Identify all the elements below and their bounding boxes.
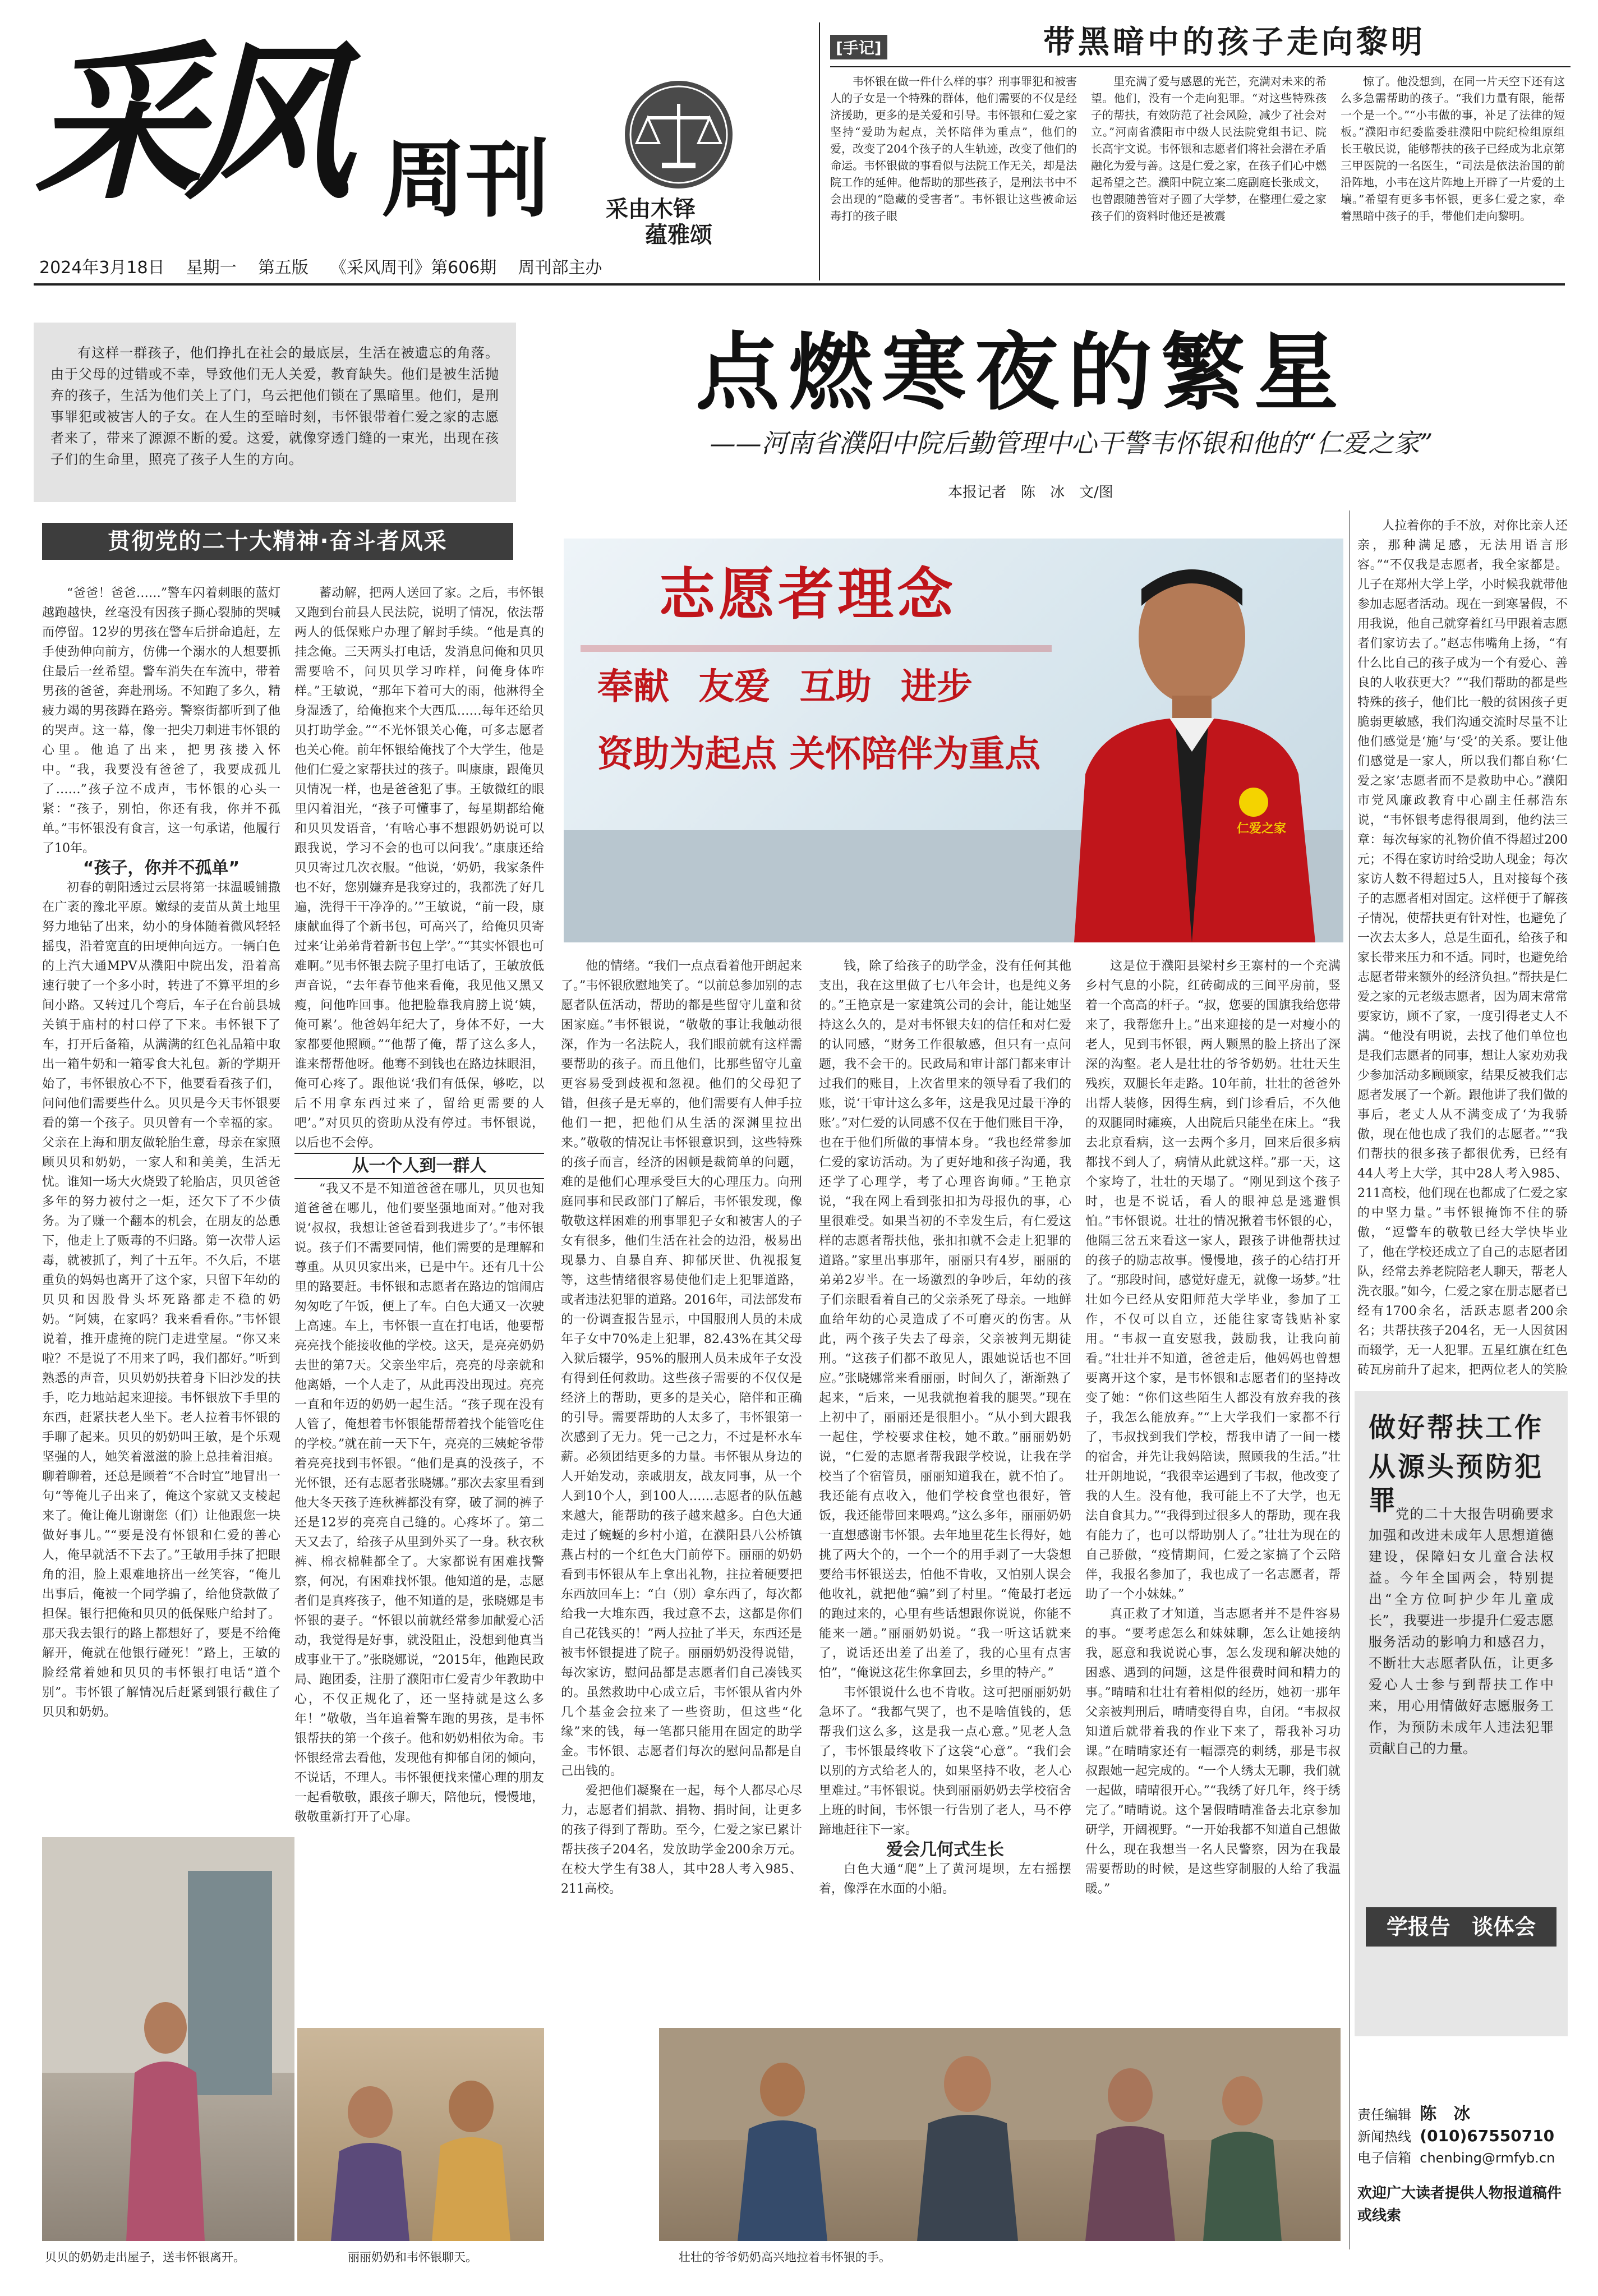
sidebar-box — [1355, 1391, 1568, 2036]
subhead-love-grows: 爱会几何式生长 — [886, 1840, 1004, 1860]
column-5-para-a: 这是位于濮阳县梁村乡王寨村的一个充满乡村气息的小院，红砖砌成的三间平房前，竖着一个高高的杆子。“叔，您要的国旗我给您带来了，我帮您升上。”出来迎接的是一对瘦小的老人，见到韦怀银，两人颗黑的脸上挤出了深深的沟壑。老人是壮壮的爷爷奶奶。壮壮天生残疾，双腿长年走路。10年前，壮壮的爸爸外出帮人装修，因得生病，到门诊看后，不久他的双腿同时瘫痪，人出院后只能坐在床上。“我去北京看病，这一去两个多月，回来后很多病都找不到人了，病情从此就这样。”那一天，这个家垮了，壮壮的天塌了。“刚见到这个孩子时，也是不说话，看人的眼神总是逃避惧怕。”韦怀银说。壮壮的情况揪着韦怀银的心，他隔三岔五来看这一家人，跟孩子讲他帮扶过的孩子的励志故事。慢慢地，孩子的心结打开了。“那段时间，感觉好虚无，就像一场梦。”壮壮如今已经从安阳师范大学毕业，参加了工作，不仅可以自立，还能往家寄钱贴补家用。“韦叔一直安慰我，鼓励我，让我向前看。”壮壮并不知道，爸爸走后，他妈妈也曾想要离开这个家，是韦怀银和志愿者们的坚持改变了她：“你们这些陌生人都没有放弃我的孩子，我怎么能放弃。”“上大学我们一家都不行了，韦叔找到我们学校，帮我申请了一间一楼的宿舍，并先让我妈陪读，照顾我的生活。”壮壮开朗地说，“我很幸运遇到了韦叔，他改变了我的人生。没有他，我可能上不了大学，也无法自食其力。”“我得到过很多人的帮助，现在我有能力了，也可以帮助别人了。”壮壮为现在的自己骄傲，“疫情期间，仁爱之家搞了个云陪伴，我报名参加了，我也成了一名志愿者，帮助了一个小妹妹。” — [1085, 959, 1341, 1602]
issue-weekday: 星期一 — [186, 258, 237, 278]
column-4 — [819, 956, 1071, 2022]
banner-left: 贯彻党的二十大精神·奋斗者风采 — [42, 523, 513, 560]
column-5-para-b: 真正救了才知道，当志愿者并不是件容易的事。“要考虑怎么和妹妹聊，怎么让她接纳我，愿意和我说说心事，怎么发现和解决她的困惑、遇到的问题，这是件很费时间和精力的事。”晴晴和壮壮有着相似的经历，她初一那年父亲被判刑后，晴晴变得自卑，自闭。“韦叔叔知道后就带着我的作业下来了，帮我补习功课。”在晴晴家还有一幅漂亮的刺绣，那是韦叔叔跟她一起完成的。“一个人绣太无聊，我们就一起做，晴晴很开心。”“我绣了好几年，终于绣完了。”晴晴说。这个暑假晴晴准备去北京参加研学，开阔视野。“一开始我都不知道自己想做什么，现在我想当一名人民警察，因为在我最需要帮助的时候，是这些穿制服的人给了我温暖。” — [1085, 1607, 1341, 1896]
subhead-one-to-many: 从一个人到一群人 — [294, 1153, 544, 1179]
column-1-para-a: “爸爸！爸爸……”警车闪着刺眼的蓝灯越跑越快，丝毫没有因孩子撕心裂肺的哭喊而停留。12岁的男孩在警车后拼命追赶，左手使劲伸向前方，仿佛一个溺水的人想要抓住最后一丝希望。警车消失在车流中，带着男孩的爸爸，奔赴刑场。不知跑了多久，精疲力竭的男孩蹲在路旁。警察街都听到了他的哭声。这一幕，像一把尖刀刺进韦怀银的心里。他追了出来，把男孩搂入怀中。“我，我要没有爸爸了，我要成孤儿了……”孩子泣不成声，韦怀银的心头一紧：“孩子，别怕，你还有我，你并不孤单。”韦怀银没有食言，这一句承诺，他履行了10年。 — [42, 586, 280, 855]
column-4-para-b: 韦怀银说什么也不肯收。这可把丽丽奶奶急坏了。“我都气哭了，也不是啥值钱的，恁帮我们这么多，这是我一点心意。”见老人急了，韦怀银最终收下了这袋“心意”。“我们会以别的方式给老人的，如果坚持不收，老人心里难过。”韦怀银说。快到丽丽奶奶去学校宿舍上班的时间，韦怀银一行告别了老人，马不停蹄地赶往下一家。 — [819, 1686, 1071, 1837]
note-column-2 — [1091, 73, 1327, 278]
intro-text: 有这样一群孩子，他们挣扎在社会的最底层，生活在被遗忘的角落。由于父母的过错或不幸，导致他们无人关爱，教育缺失。他们是被生活抛弃的孩子，生活为他们关上了门，乌云把他们锁在了黑暗里。他们，是刑事罪犯或被害人的子女。在人生的至暗时刻，韦怀银带着仁爱之家的志愿者来了，带来了源源不断的爱。这爱，就像穿透门缝的一束光，出现在孩子们的生命里，照亮了孩子人生的方向。 — [50, 345, 499, 467]
credits-hotline-row — [1357, 2125, 1565, 2147]
column-2-para-b: “我又不是不知道爸爸在哪儿，贝贝也知道爸爸在哪儿，他们要坚强地面对。”他对我说‘叔叔，我想让爸爸看到我进步了’。”韦怀银说。孩子们不需要同情，他们需要的是理解和尊重。从贝贝家出来，已是中午。还有几十公里的路要赶。韦怀银和志愿者在路边的馆闹店匆匆吃了午饭，便上了车。白色大通又一次驶上高速。车上，韦怀银一直在打电话，他要帮亮亮找个能接收他的学校。这天，是亮亮奶奶去世的第7天。父亲坐牢后，亮亮的母亲就和他离婚，一个人走了，从此再没出现过。亮亮一直和年迈的奶奶一起生活。“孩子现在没有人管了，俺想着韦怀银能帮帮着找个能管吃住的学校。”就在前一天下午，亮亮的三姨蛇爷带着亮亮找到韦怀银。“他们是真的没孩子，不光怀银，还有志愿者张晓娜。”那次去家里看到他大冬天孩子连秋裤都没有穿，破了洞的裤子还是12岁的亮亮自己缝的。心疼坏了。第二天又去了，给孩子从里到外买了一身。秋衣秋裤、棉衣棉鞋都全了。大家都说有困难找警察，何况，有困难找怀银。他知道的是，志愿者们是真疼孩子，他不知道的是，张晓娜是韦怀银的妻子。“怀银以前就经常参加献爱心活动，我觉得是好事，就没阻止，没想到他真当成事业干了。”张晓娜说，“2015年，他跑民政局、跑团委，注册了濮阳市仁爱青少年教助中心，不仅正规化了，还一坚持就是这么多年！”敬敬，当年追着警车跑的男孩，是韦怀银帮扶的第一个孩子。他和奶奶相依为命。韦怀银经常去看他，发现他有抑郁自闭的倾向，不说话，不理人。韦怀银便找来懂心理的朋友一起看敬敬，跟孩子聊天，陪他玩，慢慢地，敬敬重新打开了心扉。 — [294, 1182, 544, 1824]
photo-lili-grandma — [297, 2028, 544, 2241]
caption-1: 贝贝的奶奶走出屋子，送韦怀银离开。 — [45, 2251, 245, 2264]
masthead-divider — [34, 283, 1565, 286]
photo-bebe-grandma — [42, 1837, 294, 2241]
column-2-para-a: 蓄动解，把两人送回了家。之后，韦怀银又跑到台前县人民法院，说明了情况，依法帮两人的低保账户办理了解封手续。“他是真的挂念俺。三天两头打电话，发消息问俺和贝贝需要啥不，问贝贝学习咋样，问俺身体咋样。”王敏说，“那年下着可大的雨，他淋得全身湿透了，给俺抱来个大西瓜……每年还给贝贝打助学金。”“不光怀银关心俺，可多志愿者也关心俺。前年怀银给俺找了个大学生，他是他们仁爱之家帮扶过的孩子。叫康康，跟俺贝贝情况一样，也是爸爸犯了事。王敏微红的眼里闪着泪光，“孩子可懂事了，每星期都给俺和贝贝发语音，‘有啥心事不想跟奶奶说可以跟我说，学习不会的也可以问我’。”康康还给贝贝寄过几次衣服。“他说，‘奶奶，我家条件也不好，您别嫌弃是我穿过的，我都洗了好几遍，洗得干干净净的。’”王敏说，“前一段，康康献血得了个新书包，可高兴了，给俺贝贝寄过来‘让弟弟背着新书包上学’。”“其实怀银也可难啊。”见韦怀银去院子里打电话了，王敏放低声音说，“去年春节他来看俺，我见他又黑又瘦，问他咋回事。他把脸靠我肩膀上说‘姨，俺可累’。他爸妈年纪大了，身体不好，一大家都要他照顾。”“他帮了俺，帮了这么多人，谁来帮帮他呀。他骞不到钱也在路边抹眼泪，俺可心疼了。跟他说‘我们有低保，够吃，以后不用拿东西过来了，留给更需要的人吧’。”对贝贝的资助从没有停过。韦怀银说，以后也不会停。 — [294, 586, 544, 1150]
note-tag: [手记] — [830, 35, 887, 59]
masthead — [34, 22, 707, 280]
sidebar-text: 党的二十大报告明确要求加强和改进未成年人思想道德建设，保障妇女儿童合法权益。今年全国两会，特别提出“全方位呵护少年儿童成长”，我要进一步提升仁爱志愿服务活动的影响力和感召力，不断壮大志愿者队伍，让更多爱心人士参与到帮扶工作中来，用心用情做好志愿服务工作，为预防未成年人违法犯罪贡献自己的力量。 — [1369, 1506, 1554, 1756]
credits-hotline: (010)67550710 — [1420, 2127, 1555, 2145]
issue-number: 《采风周刊》第606期 — [330, 258, 497, 278]
note-text-1: 韦怀银在做一件什么样的事？刑事罪犯和被害人的子女是一个特殊的群体，他们需要的不仅是经济援助，更多的是关爱和引导。韦怀银和仁爱之家坚持“爱助为起点，关怀陪伴为重点”，他们的爱，改变了204个孩子的人生轨迹，改变了他们的命运。韦怀银做的事看似与法院工作无关，却是法院工作的延伸。他帮助的那些孩子，是刑法书中不会出现的“隐藏的受害者”。韦怀银让这些被命运毒打的孩子眼 — [830, 75, 1077, 223]
sidebar-title-2: 从源头预防犯罪 — [1369, 1451, 1544, 1516]
photo-sign-line1: 奉献 友爱 互助 进步 — [597, 666, 973, 708]
person-figure — [1052, 539, 1343, 942]
scales-icon — [623, 79, 735, 191]
caption-3: 壮壮的爷爷奶奶高兴地拉着韦怀银的手。 — [679, 2251, 891, 2264]
headline-main: 点燃寒夜的繁星 — [696, 324, 1348, 422]
photo-sign-title: 志愿者理念 — [659, 562, 956, 627]
credits-welcome: 欢迎广大读者提供人物报道稿件或线索 — [1357, 2185, 1562, 2224]
handshake-figures — [704, 2050, 1298, 2241]
credits-editor-label: 责任编辑 — [1357, 2107, 1411, 2123]
column-3-para-b: 爱把他们凝聚在一起，每个人都尽心尽力，志愿者们捐款、捐物、捐时间，让更多的孩子得到了帮助。至今，仁爱之家已累计帮扶孩子204名，发放助学金200余万元。在校大学生有38人，其中28人考入985、211高校。 — [561, 1784, 802, 1896]
masthead-logo — [623, 79, 735, 191]
issue-date: 2024年3月18日 — [39, 258, 165, 278]
column-4-para-c: 白色大通“爬”上了黄河堤坝，左右摇摆着，像浮在水面的小船。 — [819, 1862, 1071, 1896]
intro-text-wrap — [50, 342, 499, 494]
column-6-para-a: 人拉着你的手不放，对你比亲人还亲，那种满足感，无法用语言形容。”“不仅我是志愿者，我全家都是。儿子在郑州大学上学，小时候我就带他参加志愿者活动。现在一到寒暑假，不用我说，他自己就穿着红马甲跟着志愿者们家访去了。”赵志伟嘴角上扬，“有什么比自己的孩子成为一个有爱心、善良的人收获更大？”“我们帮助的都是些特殊的孩子，他们比一般的贫困孩子更脆弱更敏感，我们沟通交流时尽量不让他们感觉是‘施’与‘受’的关系。要让他们感觉是一家人，所以我们都自称‘仁爱之家’志愿者而不是救助中心。”濮阳市党风廉政教育中心副主任郝浩东说，“韦怀银考虑得很周到，他约法三章：每次每家的礼物价值不得超过200元；不得在家访时给受助人现金；每次家访人数不得超过5人，且对接每个孩子的志愿者相对固定。这样便于了解孩子情况，使帮扶更有针对性，也避免了一次去太多人，总是生面孔，给孩子和家长带来压力和不适。同时，也避免给志愿者带来额外的经济负担。”帮扶是仁爱之家的元老级志愿者，因为周末常常要家访，顾不了家，一度引得老丈人不满。“他没有明说，去找了他们单位也是我们志愿者的同事，想让人家劝劝我少参加活动多顾顾家，结果反被我们志愿者发展了一个新。跟他讲了我们做的事后，老丈人从不满变成了‘为我骄傲，现在他也成了我们的志愿者。”“我们帮扶的很多孩子都很优秀，已经有44人考上大学，其中28人考入985、211高校，他们现在也都成了仁爱之家的中坚力量。”韦怀银掩饰不住的骄傲，“逗警车的敬敬已经大学快毕业了，他在学校还成立了自己的志愿者团队，经常去养老院陪老人聊天，帮老人洗衣服。”如今，仁爱之家在册志愿者已经有1700余名，活跃志愿者200余名；共帮扶孩子204名，无一人因贫困而辍学，无一人犯罪。五星红旗在红色砖瓦房前升了起来，把两位老人的笑脸 — [1357, 519, 1568, 1377]
column-3-para-a: 他的情绪。“我们一点点看着他开朗起来了。”韦怀银欣慰地笑了。“以前总参加别的志愿者队伍活动，帮助的都是些留守儿童和贫困家庭。”韦怀银说，“敬敬的事让我触动很深，作为一名法院人，我们眼前就有这样需要帮助的孩子。而且他们，比那些留守儿童更容易受到歧视和忽视。他们的父母犯了错，但孩子是无辜的，他们需要有人伸手拉他们一把，把他们从生活的深渊里拉出来。”敬敬的情况让韦怀银意识到，这些特殊的孩子而言，经济的困顿是裁简单的问题，难的是他们心理承受巨大的心理压力。向刑庭同事和民政部门了解后，韦怀银发现，像敬敬这样困难的刑事罪犯子女和被害人的子女有很多，他们生活在社会的边沿，极易出现暴力、自暴自弃、抑郁厌世、仇视报复等，这些情绪很容易使他们走上犯罪道路，或者违法犯罪的道路。2016年，司法部发布的一份调查报告显示，中国服刑人员的未成年子女中70%走上犯罪，82.43%在其父母入狱后辍学，95%的服刑人员未成年子女没有得到任何救助。这些孩子需要的不仅仅是经济上的帮助，更多的是关心，陪伴和正确的引导。需要帮助的人太多了，韦怀银第一次感到了无力。凭一己之力，不过是杯水车薪。必须团结更多的力量。韦怀银从身边的人开始发动，亲戚朋友，战友同事，从一个人到10个人，到100人……志愿者的队伍越来越大，能帮助的孩子越来越多。白色大通走过了蜿蜒的乡村小道，在濮阳县八公桥镇燕占村的一个红色大门前停下。丽丽的奶奶看到韦怀银从车上拿出礼物，拄拉着硬要把东西放回车上：“白（别）拿东西了，每次都给我一大堆东西，我过意不去，这都是你们自己花钱买的！”两人拉扯了半天，东西还是被韦怀银提进了院子。丽丽奶奶没得说错，每次家访，慰问品都是志愿者们自己凑钱买的。虽然救助中心成立后，韦怀银从省内外几个基金会拉来了一些资助，但这些“化缘”来的钱，每一笔都只能用在固定的助学金。韦怀银、志愿者们每次的慰问品都是自己出钱的。 — [561, 959, 802, 1778]
credits-hotline-label: 新闻热线 — [1357, 2129, 1411, 2145]
subhead-not-alone: “孩子，你并不孤单” — [82, 858, 240, 878]
divider-note-left — [819, 22, 820, 280]
column-1 — [42, 583, 280, 1829]
issue-line — [39, 257, 602, 279]
sidebar-report-title: 学报告 谈体会 — [1366, 1907, 1556, 1947]
credits-email-label: 电子信箱 — [1357, 2150, 1411, 2166]
caption-2: 丽丽奶奶和韦怀银聊天。 — [348, 2251, 477, 2264]
chat-figures — [320, 2062, 522, 2241]
sidebar-title-1: 做好帮扶工作 — [1369, 1412, 1544, 1443]
photo-zhuang-grandparents — [659, 2028, 1341, 2241]
headline-subtitle: ——河南省濮阳中院后勤管理中心干警韦怀银和他的“仁爱之家” — [710, 428, 1433, 458]
sidebar-text-wrap — [1369, 1503, 1554, 1896]
note-title-rule — [830, 66, 1571, 67]
masthead-slogan-1: 采由木铎 — [606, 196, 696, 222]
column-2 — [294, 583, 544, 1829]
credits-editor-name: 陈 冰 — [1420, 2104, 1471, 2124]
masthead-weekly: 周刊 — [381, 130, 550, 229]
intro-box — [34, 323, 516, 502]
note-text-2: 里充满了爱与感恩的光芒，充满对未来的希望。他们，没有一个走向犯罪。“对这些特殊孩子的帮扶，有效防范了社会风险，减少了社会对立。”河南省濮阳市中级人民法院党组书记、院长高宇文说。韦怀银和志愿者们将社会潜在矛盾融化为爱与善。这是仁爱之家，在孩子们心中燃起希望之芒。濮阳中院立案二庭副庭长张成文，也曾跟随善管对子圆了大学梦，在整理仁爱之家孩子们的资料时他还是被震 — [1091, 75, 1327, 223]
column-6 — [1357, 516, 1568, 1383]
note-title: 带黑暗中的孩子走向黎明 — [1043, 24, 1426, 61]
note-column-3 — [1341, 73, 1565, 278]
credits — [1357, 2104, 1565, 2227]
photo-vest-text: 仁爱之家 — [1237, 822, 1287, 836]
photo-sign-stripe — [581, 645, 1052, 652]
issue-editor: 周刊部主办 — [518, 258, 602, 278]
credits-email-row — [1357, 2147, 1565, 2169]
note-column-1 — [830, 73, 1077, 278]
column-4-para-a: 钱，除了给孩子的助学金，没有任何其他支出，我在这里做了七八年会计，也是纯义务的。”王艳京是一家建筑公司的会计，能让她坚持这么久的，是对韦怀银夫妇的信任和对仁爱的认同感，“财务工作很敏感，但只有一点问题，我不会干的。民政局和审计部门都来审计过我们的账目，上次省里来的领导看了我们的账，说‘干审计这么多年，这是我见过最干净的账’。”对仁爱的认同感不仅在于他们账目干净，也在于他们所做的事情本身。“我也经常参加仁爱的家访活动。为了更好地和孩子沟通，我还学了心理学，考了心理咨询师。”王艳京说，“我在网上看到张扣扣为母报仇的事，心里很难受。如果当初的不幸发生后，有仁爱这样的志愿者帮扶他，张扣扣就不会走上犯罪的道路。”家里出事那年，丽丽只有4岁，丽丽的弟弟2岁半。在一场激烈的争吵后，年幼的孩子们亲眼看着自己的父亲杀死了母亲。一地鲜血给年幼的心灵造成了不可磨灭的伤害。从此，两个孩子失去了母亲，父亲被判无期徒刑。“这孩子们都不敢见人，跟她说话也不回应。”张晓娜常来看丽丽，时间久了，渐渐熟了起来，“后来，一见我就抱着我的腿哭。”现在上初中了，丽丽还是很胆小。“从小到大跟我一起住，学校要求住校，她不敢。”丽丽奶奶说，“仁爱的志愿者帮我跟学校说，让我在学校当了个宿管员，丽丽知道我在，就不怕了。我还能有点收入，他们学校食堂也很好，管饭，我还能带回来喂鸡。”这么多年，丽丽奶奶一直想感谢韦怀银。去年地里花生长得好，她挑了两大个的，一个一个的用手剥了一大袋想要给韦怀银送去，怕他不肯收，又怕别人误会他收礼，就把他“骗”到了村里。“俺最打老远的跑过来的，心里有些话想跟你说说，你能不能来一趟。”丽丽奶奶说。“我一听这话就来了，说话还出差了出差了，我的心里有点害怕”，“俺说这花生你拿回去，乡里的特产。” — [819, 959, 1071, 1680]
masthead-slogan-2: 蕴雅颂 — [645, 222, 712, 248]
main-photo — [564, 539, 1343, 942]
byline: 本报记者 陈 冰 文/图 — [948, 484, 1113, 501]
photo-sign-line2: 资助为起点 关怀陪伴为重点 — [597, 734, 1041, 775]
column-1-para-b: 初春的朝阳透过云层将第一抹温暖铺撒在广袤的豫北平原。嫩绿的麦苗从黄土地里努力地钻了出来，幼小的身体随着微风轻轻摇曳，沿着宽直的田埂伸向远方。一辆白色的上汽大通MPV从濮阳中院出发，沿着高速行驶了一个多小时，转进了不算平坦的乡间小路。又转过几个弯后，车子在台前县城关镇于庙村的村口停了下来。韦怀银下了车，打开后备箱，从满满的红色礼品箱中取出一箱牛奶和一箱零食大礼包。新的学期开始了，韦怀银放心不下，他要看看孩子们，问问他们需要些什么。贝贝是今天韦怀银要看的第一个孩子。贝贝曾有一个幸福的家。父亲在上海和朋友做轮胎生意，母亲在家照顾贝贝和奶奶，一家人和和美美，生活无忧。谁知一场大火烧毁了轮胎店，贝贝爸爸多年的努力被付之一炬，还欠下了不少债务。为了赚一个翻本的机会，在朋友的怂恿下，他走上了贩毒的不归路。第一次带人运毒，就被抓了，判了十五年。不久后，不堪重负的妈妈也离开了这个家，只留下年幼的贝贝和因股骨头坏死路都走不稳的奶奶。“阿姨，在家吗？我来看看你。”韦怀银说着，推开虚掩的院门走进堂屋。“你又来啦？不是说了不用来了吗，我们都好。”听到熟悉的声音，贝贝奶奶扶着身下旧沙发的扶手，吃力地站起来迎接。韦怀银放下手里的东西，赶紧扶老人坐下。老人拉着韦怀银的手聊了起来。贝贝的奶奶叫王敏，是个乐观坚强的人，她笑着滋滋的脸上总挂着泪痕。聊着聊着，还总是顾着“不合时宜”地冒出一句“等俺儿子出来了，俺这个家就又支棱起来了。俺让俺儿谢谢您（们）让他跟您一块做好事儿。”“要是没有怀银和仁爱的善心人，俺早就活不下去了。”王敏用手抹了把眼角的泪，脸上艰难地挤出一丝笑容，“俺儿出事后，俺被一个同学骗了，给他贷款做了担保。银行把俺和贝贝的低保账户给封了。那天我去银行的路上都想好了，要是不给俺解开，俺就在他银行碰死！”路上，王敏的脸经常着她和贝贝的韦怀银打电话“道个别”。韦怀银了解情况后赶紧到银行截住了贝贝和奶奶。 — [42, 881, 280, 1719]
issue-edition: 第五版 — [257, 258, 308, 278]
grandma-figure — [121, 1994, 210, 2241]
credits-editor-row — [1357, 2104, 1565, 2125]
credits-email: chenbing@rmfyb.cn — [1420, 2150, 1555, 2166]
column-3 — [561, 956, 802, 2022]
note-text-3: 惊了。他没想到，在同一片天空下还有这么多急需帮助的孩子。“我们力量有限，能帮一个是一个。”“小韦做的事，补足了法律的短板。”濮阳市纪委监委驻濮阳中院纪检组原组长王敬民说，能够帮扶的孩子已经成为北京第三甲医院的一名医生，“司法是依法治国的前沿阵地，小韦在这片阵地上开辟了一片爱的土壤。”希望有更多韦怀银，更多仁爱之家，牵着黑暗中孩子的手，带他们走向黎明。 — [1341, 75, 1565, 223]
divider-right-column — [1349, 510, 1350, 2249]
masthead-title: 采风 — [34, 24, 337, 222]
